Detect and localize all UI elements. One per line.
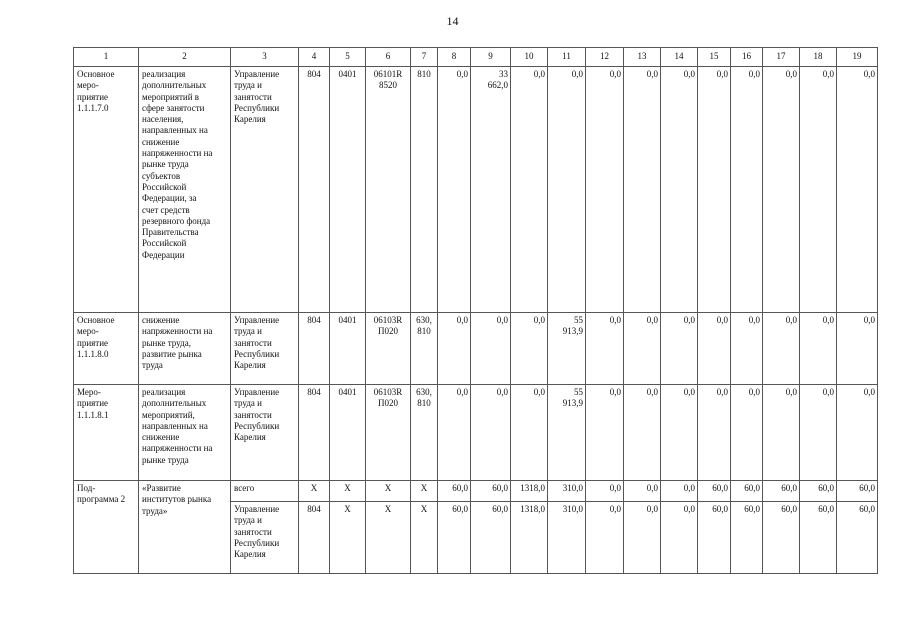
- amount-cell: 60,0: [800, 502, 837, 574]
- amount-cell: 0,0: [471, 313, 511, 385]
- expense-type-code: Х: [411, 502, 438, 574]
- amount-cell: 310,0: [548, 502, 586, 574]
- target-article-code: 06101R 8520: [366, 67, 411, 313]
- amount-cell: 0,0: [837, 313, 878, 385]
- section-code: 0401: [330, 67, 366, 313]
- amount-cell: 1318,0: [511, 502, 548, 574]
- amount-cell: 0,0: [624, 481, 661, 502]
- budget-table: [73, 47, 878, 574]
- amount-cell: 0,0: [837, 67, 878, 313]
- table-row: [74, 481, 878, 502]
- amount-cell: 60,0: [698, 481, 731, 502]
- grbs-code: 804: [299, 385, 330, 481]
- table-row: [74, 313, 878, 385]
- expense-type-code: Х: [411, 481, 438, 502]
- column-header-9: 9: [471, 48, 511, 67]
- amount-cell: 60,0: [731, 481, 763, 502]
- amount-cell: 0,0: [438, 313, 471, 385]
- column-header-1: 1: [74, 48, 139, 67]
- amount-cell: 0,0: [731, 67, 763, 313]
- amount-cell: 0,0: [624, 313, 661, 385]
- amount-cell: 0,0: [511, 67, 548, 313]
- amount-cell: 60,0: [731, 502, 763, 574]
- amount-cell: 0,0: [624, 502, 661, 574]
- amount-cell: 0,0: [731, 385, 763, 481]
- target-article-code: Х: [366, 502, 411, 574]
- amount-cell: 0,0: [438, 67, 471, 313]
- activity-code: Под- программа 2: [74, 481, 139, 574]
- amount-cell: 0,0: [624, 385, 661, 481]
- grbs-code: 804: [299, 313, 330, 385]
- amount-cell: 0,0: [511, 313, 548, 385]
- amount-cell: 310,0: [548, 481, 586, 502]
- target-article-code: 06103R П020: [366, 385, 411, 481]
- activity-name: реализация дополнительных мероприятий, направленных на снижение напряженности на рынке труда: [139, 385, 231, 481]
- amount-cell: 0,0: [471, 385, 511, 481]
- amount-cell: 60,0: [837, 481, 878, 502]
- column-header-11: 11: [548, 48, 586, 67]
- activity-code: Основное меро- приятие 1.1.1.8.0: [74, 313, 139, 385]
- activity-code: Меро- приятие 1.1.1.8.1: [74, 385, 139, 481]
- amount-cell: 0,0: [800, 67, 837, 313]
- column-header-4: 4: [299, 48, 330, 67]
- amount-cell: 0,0: [661, 313, 698, 385]
- column-header-6: 6: [366, 48, 411, 67]
- header-row: [74, 48, 878, 67]
- amount-cell: 60,0: [471, 502, 511, 574]
- section-code: Х: [330, 502, 366, 574]
- amount-cell: 0,0: [763, 313, 800, 385]
- amount-cell: 0,0: [800, 385, 837, 481]
- column-header-2: 2: [139, 48, 231, 67]
- section-code: 0401: [330, 385, 366, 481]
- section-code: Х: [330, 481, 366, 502]
- amount-cell: 0,0: [698, 313, 731, 385]
- amount-cell: 0,0: [698, 385, 731, 481]
- amount-cell: 0,0: [698, 67, 731, 313]
- amount-cell: 0,0: [586, 502, 624, 574]
- amount-cell: 60,0: [698, 502, 731, 574]
- amount-cell: 0,0: [661, 481, 698, 502]
- column-header-18: 18: [800, 48, 837, 67]
- amount-cell: 0,0: [763, 385, 800, 481]
- table-row: [74, 67, 878, 313]
- column-header-17: 17: [763, 48, 800, 67]
- column-header-19: 19: [837, 48, 878, 67]
- column-header-14: 14: [661, 48, 698, 67]
- amount-cell: 60,0: [438, 481, 471, 502]
- activity-name: реализация дополнительных мероприятий в сфере занятости населения, направленных на снижение напряженности на рынке труда субъектов Российской Федерации, за счет средств резервного фонда Правительства Российской Федерации: [139, 67, 231, 313]
- column-header-13: 13: [624, 48, 661, 67]
- responsible-executor: Управление труда и занятости Республики Карелия: [231, 502, 299, 574]
- amount-cell: 0,0: [763, 67, 800, 313]
- amount-cell: 0,0: [511, 385, 548, 481]
- amount-cell: 0,0: [586, 67, 624, 313]
- column-header-5: 5: [330, 48, 366, 67]
- amount-cell: 0,0: [661, 385, 698, 481]
- amount-cell: 60,0: [837, 502, 878, 574]
- activity-code: Основное меро- приятие 1.1.1.7.0: [74, 67, 139, 313]
- amount-cell: 0,0: [586, 313, 624, 385]
- amount-cell: 33 662,0: [471, 67, 511, 313]
- page-number: 14: [446, 14, 459, 28]
- column-header-16: 16: [731, 48, 763, 67]
- column-header-10: 10: [511, 48, 548, 67]
- amount-cell: 60,0: [471, 481, 511, 502]
- section-code: 0401: [330, 313, 366, 385]
- table-row: [74, 385, 878, 481]
- amount-cell: 60,0: [763, 481, 800, 502]
- grbs-code: 804: [299, 67, 330, 313]
- amount-cell: 0,0: [661, 67, 698, 313]
- activity-name: снижение напряженности на рынке труда, развитие рынка труда: [139, 313, 231, 385]
- amount-cell: 60,0: [763, 502, 800, 574]
- expense-type-code: 810: [411, 67, 438, 313]
- responsible-executor: Управление труда и занятости Республики Карелия: [231, 313, 299, 385]
- amount-cell: 0,0: [624, 67, 661, 313]
- amount-cell: 60,0: [438, 502, 471, 574]
- amount-cell: 1318,0: [511, 481, 548, 502]
- amount-cell: 55 913,9: [548, 385, 586, 481]
- amount-cell: 0,0: [586, 385, 624, 481]
- amount-cell: 55 913,9: [548, 313, 586, 385]
- activity-name: «Развитие институтов рынка труда»: [139, 481, 231, 574]
- responsible-executor: Управление труда и занятости Республики Карелия: [231, 385, 299, 481]
- expense-type-code: 630, 810: [411, 385, 438, 481]
- grbs-code: 804: [299, 502, 330, 574]
- column-header-3: 3: [231, 48, 299, 67]
- amount-cell: 0,0: [731, 313, 763, 385]
- amount-cell: 0,0: [661, 502, 698, 574]
- responsible-executor: всего: [231, 481, 299, 502]
- target-article-code: 06103R П020: [366, 313, 411, 385]
- column-header-7: 7: [411, 48, 438, 67]
- amount-cell: 0,0: [586, 481, 624, 502]
- amount-cell: 60,0: [800, 481, 837, 502]
- column-header-12: 12: [586, 48, 624, 67]
- column-header-8: 8: [438, 48, 471, 67]
- column-header-15: 15: [698, 48, 731, 67]
- expense-type-code: 630, 810: [411, 313, 438, 385]
- responsible-executor: Управление труда и занятости Республики Карелия: [231, 67, 299, 313]
- grbs-code: Х: [299, 481, 330, 502]
- target-article-code: Х: [366, 481, 411, 502]
- amount-cell: 0,0: [548, 67, 586, 313]
- amount-cell: 0,0: [438, 385, 471, 481]
- amount-cell: 0,0: [837, 385, 878, 481]
- amount-cell: 0,0: [800, 313, 837, 385]
